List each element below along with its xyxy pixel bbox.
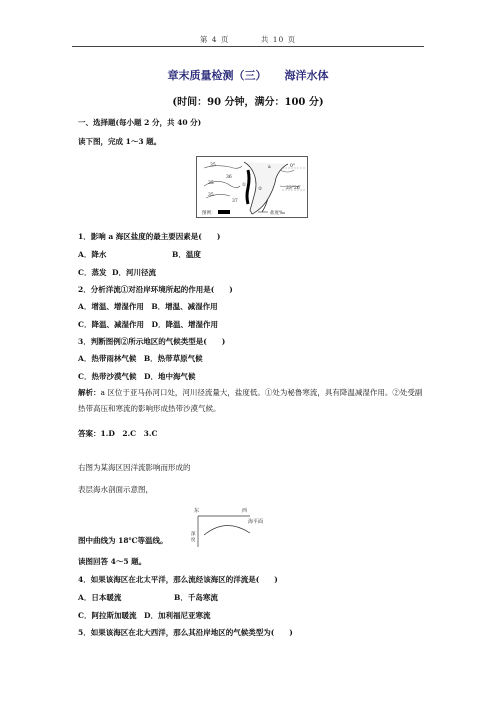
salinity-map (196, 156, 308, 218)
q1-option-b: B．温度 (172, 250, 201, 259)
map-label-equator: 0° (290, 164, 296, 169)
map-label-current-1: ① (242, 183, 247, 188)
q5-stem: 5．如果该海区在北大西洋，那么其沿岸地区的气候类型为( ) (78, 628, 293, 637)
q1-option-c: C．蒸发 (78, 268, 107, 277)
intro-q4-5-line1: 右图为某海区因洋流影响而形成的 (78, 463, 191, 472)
answer-label: 答案： (78, 429, 101, 438)
map-label-35-b: 35 (208, 181, 214, 186)
page-header (0, 34, 496, 45)
q2-stem: 2．分析洋流①对沿岸环境所起的作用是( ) (78, 285, 233, 294)
page-total: 共 10 页 (260, 35, 297, 44)
diagram-depth-label: 深度 (191, 532, 196, 543)
intro-q4-5: 读图回答 4～5 题。 (78, 557, 147, 566)
page-number: 第 4 页 (199, 35, 230, 44)
diagram-sea-level-label: 海平面 (248, 519, 264, 525)
header-rule (72, 46, 424, 47)
title-topic: 海洋水体 (284, 69, 329, 82)
intro-q4-5-line3: 图中曲线为 18℃等温线。 (78, 536, 168, 545)
q2-options-2: C．降温、减湿作用 D．降温、增湿作用 (78, 320, 218, 329)
legend-current-swatch (218, 210, 230, 214)
q4-option-b: B．千岛寒流 (174, 593, 218, 602)
map-label-a: a (268, 165, 271, 170)
map-label-tropic: 23°26′ (286, 186, 301, 191)
exam-info: (时间：90 分钟，满分：100 分) (172, 97, 324, 108)
page-title (0, 67, 496, 83)
legend-unit: 盐度‰ (270, 211, 286, 216)
title-main: 章末质量检测（三） (167, 69, 267, 82)
map-label-36: 36 (226, 175, 232, 180)
q3-options-1: A．热带雨林气候 B．热带草原气候 (78, 354, 203, 363)
explanation (78, 385, 424, 417)
diagram-east-label: 东 (194, 508, 200, 514)
q3-options-2: C．热带沙漠气候 D．地中海气候 (78, 372, 196, 381)
answer-q1-3 (78, 428, 157, 439)
legend-label: 图例： (202, 211, 216, 216)
isotherm-18c-curve (204, 525, 250, 535)
map-label-35-a: 35 (210, 163, 216, 168)
answer-text: 1.D 2.C 3.C (100, 429, 158, 438)
q3-stem: 3．判断图例②所示地区的气候类型是( ) (78, 337, 226, 346)
map-label-37: 37 (232, 199, 238, 204)
section-heading: 一、选择题(每小题 2 分，共 40 分) (78, 118, 202, 127)
q4-stem: 4．如果该海区在北太平洋，那么流经该海区的洋流是( ) (78, 575, 278, 584)
q4-options-2: C．阿拉斯加暖流 D．加利福尼亚寒流 (78, 611, 211, 620)
explanation-text: a 区位于亚马孙河口处，河川径流量大，盐度低。①处为秘鲁寒流，具有降温减湿作用。②处受副热带高压和寒流的影响形成热带沙漠气候。 (78, 388, 423, 413)
section-diagram (190, 505, 276, 549)
intro-q4-5-line2: 表层海水剖面示意图， (78, 485, 153, 494)
intro-q1-3: 读下图，完成 1～3 题。 (78, 137, 162, 146)
explanation-label: 解析： (78, 388, 101, 397)
q2-options-1: A．增温、增湿作用 B．增温、减湿作用 (78, 302, 218, 311)
q1-option-d: D．河川径流 (112, 268, 157, 277)
diagram-west-label: 西 (242, 508, 248, 514)
q1-stem: 1．影响 a 海区盐度的最主要因素是( ) (78, 232, 221, 241)
map-label-35-c: 35 (208, 193, 214, 198)
q1-option-a: A．降水 (78, 250, 107, 259)
map-label-region-2: ② (258, 187, 263, 192)
q4-option-a: A．日本暖流 (78, 593, 122, 602)
